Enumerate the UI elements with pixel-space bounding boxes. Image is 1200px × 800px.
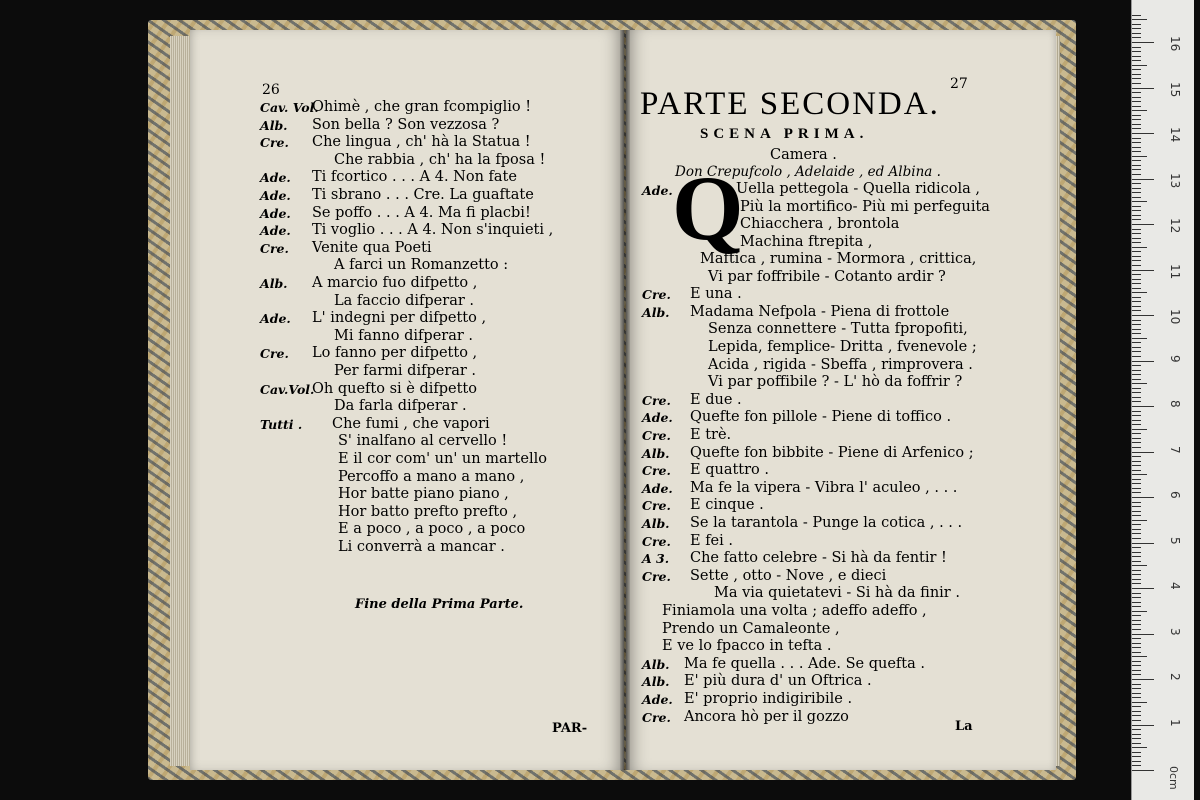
- ruler-tick: [1132, 424, 1141, 425]
- drop-cap-speaker: Ade.: [642, 183, 673, 198]
- verse-line: Oh quefto si è difpetto: [312, 380, 477, 397]
- ruler-tick: [1132, 110, 1147, 111]
- verse-line: E' proprio indigiribile .: [684, 691, 853, 707]
- speaker-label: Ade.: [642, 692, 673, 707]
- ruler-tick: [1132, 370, 1141, 371]
- ruler-tick: [1132, 502, 1141, 503]
- verse-line: E quattro .: [690, 462, 769, 479]
- ruler-tick: [1132, 60, 1141, 61]
- speaker-label: Cre.: [642, 498, 671, 514]
- ruler-tick: [1132, 365, 1141, 366]
- book-gutter: [620, 30, 630, 770]
- ruler-tick: [1132, 511, 1141, 512]
- ruler-tick: [1132, 433, 1141, 434]
- speaker-label: Alb.: [642, 304, 670, 320]
- verse-line: Vi par foffribile - Cotanto ardir ?: [708, 268, 946, 285]
- ruler-number: 8: [1168, 400, 1182, 408]
- ruler-tick: [1132, 19, 1147, 20]
- speaker-label: Cre.: [260, 346, 289, 362]
- ruler-tick: [1132, 329, 1141, 330]
- speaker-label: Cre.: [260, 135, 289, 151]
- ruler-tick: [1132, 115, 1141, 116]
- verse-line: Chiacchera , brontola: [740, 216, 900, 233]
- ruler-tick: [1132, 124, 1141, 125]
- verse-line: Ohimè , che gran fcompiglio !: [312, 99, 532, 115]
- ruler-tick: [1132, 620, 1141, 621]
- ruler-tick: [1132, 474, 1147, 475]
- ruler-tick: [1132, 456, 1141, 457]
- verse-line: Ma fe la vipera - Vibra l' aculeo , . . .: [690, 479, 958, 496]
- ruler-tick: [1132, 552, 1141, 553]
- scene-characters: Don Crepufcolo , Adelaide , ed Albina .: [675, 164, 941, 180]
- speaker-label: Alb.: [642, 516, 670, 531]
- ruler-tick: [1132, 151, 1141, 152]
- ruler-number: 13: [1168, 172, 1182, 188]
- ruler-tick: [1132, 452, 1154, 453]
- ruler-tick: [1132, 51, 1141, 52]
- ruler-tick: [1132, 556, 1141, 557]
- verse-line: Sette , otto - Nove , e dieci: [690, 567, 887, 584]
- ruler-tick: [1132, 715, 1141, 716]
- verse-line: La faccio difperar .: [334, 292, 474, 309]
- verse-line: Son bella ? Son vezzosa ?: [312, 116, 500, 133]
- ruler-tick: [1132, 725, 1154, 726]
- ruler-tick: [1132, 333, 1141, 334]
- ruler-tick: [1132, 688, 1141, 689]
- ruler-tick: [1132, 479, 1141, 480]
- ruler-tick: [1132, 470, 1141, 471]
- ruler-tick: [1132, 210, 1141, 211]
- speaker-label: Ade.: [642, 410, 673, 426]
- ruler-tick: [1132, 169, 1141, 170]
- ruler-number: 4: [1168, 582, 1182, 590]
- ruler-tick: [1132, 224, 1154, 225]
- verse-line: E' più dura d' un Oftrica .: [684, 673, 872, 690]
- ruler-tick: [1132, 634, 1154, 635]
- ruler-tick: [1132, 638, 1141, 639]
- ruler-tick: [1132, 160, 1141, 161]
- ruler-tick: [1132, 756, 1141, 757]
- ruler-tick: [1132, 652, 1141, 653]
- ruler-tick: [1132, 765, 1141, 766]
- verse-line: Lo fanno per difpetto ,: [312, 345, 478, 362]
- verse-line: Hor batto prefto prefto ,: [338, 503, 518, 520]
- ruler-tick: [1132, 33, 1141, 34]
- verse-line: E una .: [690, 286, 742, 303]
- ruler-tick: [1132, 88, 1154, 89]
- ruler-tick: [1132, 147, 1141, 148]
- verse-line: E ve lo fpacco in tefta .: [662, 638, 832, 655]
- ruler-tick: [1132, 611, 1147, 612]
- ruler-tick: [1132, 92, 1141, 93]
- verse-line: S' inalfano al cervello !: [338, 433, 508, 450]
- ruler-tick: [1132, 770, 1154, 771]
- ruler-tick: [1132, 538, 1141, 539]
- ruler-tick: [1132, 661, 1141, 662]
- measuring-ruler: [1131, 0, 1194, 800]
- ruler-tick: [1132, 583, 1141, 584]
- verse-line: L' indegni per difpetto ,: [312, 310, 487, 327]
- ruler-tick: [1132, 520, 1147, 521]
- drop-cap-letter: Q: [672, 157, 744, 259]
- speaker-label: Cav. Vol.: [260, 100, 319, 115]
- page-title: PARTE SECONDA.: [640, 86, 940, 122]
- ruler-number: 7: [1168, 445, 1182, 454]
- ruler-tick: [1132, 274, 1141, 275]
- verse-line: Hor batte piano piano ,: [338, 486, 509, 503]
- ruler-tick: [1132, 188, 1141, 189]
- verse-line: Li converrà a mancar .: [338, 539, 505, 555]
- verse-line: Che lingua , ch' hà la Statua !: [312, 134, 531, 151]
- ruler-tick: [1132, 529, 1141, 530]
- ruler-tick: [1132, 78, 1141, 79]
- ruler-tick: [1132, 247, 1147, 248]
- ruler-tick: [1132, 388, 1141, 389]
- ruler-tick: [1132, 338, 1147, 339]
- ruler-tick: [1132, 65, 1147, 66]
- speaker-label: Ade.: [260, 170, 291, 186]
- ruler-tick: [1132, 142, 1141, 143]
- ruler-tick: [1132, 24, 1141, 25]
- ruler-tick: [1132, 233, 1141, 234]
- ruler-tick: [1132, 488, 1141, 489]
- ruler-tick: [1132, 119, 1141, 120]
- ruler-tick: [1132, 561, 1141, 562]
- verse-line: Mi fanno difperar .: [334, 327, 473, 344]
- ruler-tick: [1132, 588, 1154, 589]
- ruler-number: 14: [1168, 127, 1182, 143]
- fine-della-prima-parte: Fine della Prima Parte.: [355, 597, 524, 612]
- ruler-tick: [1132, 643, 1141, 644]
- ruler-tick: [1132, 379, 1141, 380]
- ruler-number: 10: [1168, 309, 1182, 325]
- ruler-tick: [1132, 697, 1141, 698]
- ruler-tick: [1132, 411, 1141, 412]
- ruler-tick: [1132, 201, 1147, 202]
- verse-line: E due .: [690, 391, 742, 408]
- ruler-tick: [1132, 524, 1141, 525]
- verse-line: Senza connettere - Tutta fpropofiti,: [708, 321, 968, 338]
- ruler-tick: [1132, 270, 1154, 271]
- verse-line: E fei .: [690, 532, 733, 549]
- ruler-tick: [1132, 174, 1141, 175]
- speaker-label: Ade.: [642, 480, 673, 496]
- verse-line: Venite qua Poeti: [312, 239, 432, 256]
- scene-setting: Camera .: [770, 147, 837, 163]
- ruler-tick: [1132, 752, 1141, 753]
- verse-line: Se la tarantola - Punge la cotica , . . .: [690, 515, 963, 531]
- ruler-tick: [1132, 347, 1141, 348]
- left-catchword: PAR-: [552, 721, 588, 736]
- verse-line: Quefte fon bibbite - Piene di Arfenico ;: [690, 444, 974, 461]
- ruler-unit: 0cm: [1167, 766, 1180, 790]
- ruler-tick: [1132, 306, 1141, 307]
- ruler-tick: [1132, 242, 1141, 243]
- ruler-tick: [1132, 42, 1154, 43]
- right-page-number: 27: [950, 76, 968, 92]
- verse-line: Madama Nefpola - Piena di frottole: [690, 303, 950, 320]
- ruler-tick: [1132, 579, 1141, 580]
- ruler-tick: [1132, 401, 1141, 402]
- ruler-tick: [1132, 656, 1147, 657]
- ruler-tick: [1132, 570, 1141, 571]
- ruler-tick: [1132, 693, 1141, 694]
- left-page-number: 26: [262, 82, 280, 98]
- ruler-tick: [1132, 483, 1141, 484]
- ruler-tick: [1132, 283, 1141, 284]
- speaker-label: A 3.: [642, 551, 670, 567]
- ruler-tick: [1132, 83, 1141, 84]
- ruler-tick: [1132, 679, 1154, 680]
- ruler-tick: [1132, 324, 1141, 325]
- ruler-tick: [1132, 743, 1141, 744]
- ruler-tick: [1132, 297, 1141, 298]
- ruler-tick: [1132, 356, 1141, 357]
- verse-line: Se poffo . . . A 4. Ma fi placbi!: [312, 204, 531, 221]
- verse-line: Ti fcortico . . . A 4. Non fate: [312, 169, 517, 186]
- ruler-tick: [1132, 392, 1141, 393]
- ruler-number: 3: [1168, 627, 1182, 636]
- ruler-tick: [1132, 56, 1141, 57]
- ruler-number: 12: [1168, 218, 1182, 234]
- ruler-tick: [1132, 238, 1141, 239]
- speaker-label: Ade.: [260, 223, 291, 239]
- ruler-number: 5: [1168, 536, 1182, 545]
- ruler-tick: [1132, 74, 1141, 75]
- ruler-tick: [1132, 229, 1141, 230]
- ruler-tick: [1132, 383, 1147, 384]
- speaker-label: Cre.: [642, 428, 671, 443]
- verse-line: Maftica , rumina - Mormora , crittica,: [700, 251, 977, 267]
- verse-line: Ti sbrano . . . Cre. La guaftate: [312, 187, 534, 203]
- ruler-number: 16: [1168, 36, 1182, 52]
- speaker-label: Cre.: [642, 392, 671, 408]
- ruler-number: 2: [1168, 673, 1182, 681]
- ruler-tick: [1132, 315, 1154, 316]
- ruler-tick: [1132, 761, 1141, 762]
- ruler-tick: [1132, 101, 1141, 102]
- ruler-tick: [1132, 320, 1141, 321]
- verse-line: E cinque .: [690, 497, 764, 514]
- ruler-number: 6: [1168, 491, 1182, 499]
- ruler-tick: [1132, 593, 1141, 594]
- ruler-tick: [1132, 461, 1141, 462]
- verse-line: Ancora hò per il gozzo: [684, 708, 849, 725]
- ruler-tick: [1132, 615, 1141, 616]
- ruler-tick: [1132, 670, 1141, 671]
- ruler-tick: [1132, 738, 1141, 739]
- verse-line: E trè.: [690, 427, 732, 443]
- ruler-tick: [1132, 206, 1141, 207]
- ruler-tick: [1132, 647, 1141, 648]
- ruler-tick: [1132, 192, 1141, 193]
- ruler-tick: [1132, 702, 1147, 703]
- ruler-tick: [1132, 547, 1141, 548]
- speaker-label: Cre.: [642, 568, 671, 584]
- ruler-tick: [1132, 397, 1141, 398]
- ruler-tick: [1132, 565, 1147, 566]
- verse-line: Quefte fon pillole - Piene di toffico .: [690, 409, 952, 426]
- ruler-tick: [1132, 711, 1141, 712]
- verse-line: A farci un Romanzetto :: [334, 257, 509, 274]
- ruler-tick: [1132, 438, 1141, 439]
- verse-line: Machina ftrepita ,: [740, 233, 873, 250]
- speaker-label: Cre.: [642, 287, 671, 303]
- ruler-tick: [1132, 706, 1141, 707]
- ruler-tick: [1132, 515, 1141, 516]
- verse-line: Per farmi difperar .: [334, 363, 477, 379]
- verse-line: Prendo un Camaleonte ,: [662, 620, 840, 637]
- ruler-tick: [1132, 574, 1141, 575]
- speaker-label: Alb.: [642, 674, 670, 690]
- verse-line: E il cor com' un' un martello: [338, 451, 547, 467]
- verse-line: Finiamola una volta ; adeffo adeffo ,: [662, 603, 927, 619]
- ruler-tick: [1132, 361, 1154, 362]
- verse-line: Vi par poffibile ? - L' hò da foffrir ?: [708, 374, 963, 391]
- verse-line: Lepida, femplice- Dritta , fvenevole ;: [708, 339, 977, 355]
- scene-heading: SCENA PRIMA.: [700, 126, 869, 142]
- ruler-tick: [1132, 310, 1141, 311]
- ruler-tick: [1132, 292, 1147, 293]
- ruler-tick: [1132, 15, 1141, 16]
- ruler-tick: [1132, 497, 1154, 498]
- speaker-label: Cre.: [642, 533, 671, 549]
- ruler-tick: [1132, 684, 1141, 685]
- ruler-tick: [1132, 533, 1141, 534]
- ruler-tick: [1132, 219, 1141, 220]
- ruler-tick: [1132, 342, 1141, 343]
- page-edges-left: [170, 36, 192, 766]
- ruler-tick: [1132, 133, 1154, 134]
- ruler-tick: [1132, 447, 1141, 448]
- ruler-tick: [1132, 506, 1141, 507]
- ruler-tick: [1132, 256, 1141, 257]
- speaker-label: Cre.: [642, 463, 671, 479]
- ruler-tick: [1132, 179, 1154, 180]
- ruler-tick: [1132, 602, 1141, 603]
- verse-line: Uella pettegola - Quella ridicola ,: [736, 181, 981, 197]
- ruler-tick: [1132, 47, 1141, 48]
- ruler-tick: [1132, 492, 1141, 493]
- ruler-tick: [1132, 251, 1141, 252]
- ruler-tick: [1132, 165, 1141, 166]
- verse-line: Che fatto celebre - Si hà da fentir !: [690, 550, 947, 567]
- verse-line: Ma via quietatevi - Si hà da finir .: [714, 585, 960, 602]
- ruler-tick: [1132, 624, 1141, 625]
- ruler-number: 9: [1168, 354, 1182, 363]
- ruler-tick: [1132, 28, 1141, 29]
- ruler-tick: [1132, 128, 1141, 129]
- verse-line: Ma fe quella . . . Ade. Se quefta .: [684, 655, 925, 672]
- ruler-number: 1: [1168, 718, 1182, 727]
- speaker-label: Cre.: [260, 240, 289, 256]
- ruler-tick: [1132, 429, 1147, 430]
- ruler-tick: [1132, 183, 1141, 184]
- speaker-label: Cre.: [642, 709, 671, 725]
- ruler-tick: [1132, 415, 1141, 416]
- ruler-tick: [1132, 720, 1141, 721]
- verse-line: Percoffo a mano a mano ,: [338, 468, 525, 485]
- ruler-tick: [1132, 260, 1141, 261]
- ruler-tick: [1132, 729, 1141, 730]
- ruler-number: 11: [1168, 263, 1182, 279]
- ruler-tick: [1132, 747, 1147, 748]
- ruler-tick: [1132, 629, 1141, 630]
- verse-line: E a poco , a poco , a poco: [338, 521, 526, 538]
- speaker-label: Alb.: [642, 656, 670, 672]
- ruler-tick: [1132, 279, 1141, 280]
- speaker-label: Alb.: [260, 117, 288, 133]
- ruler-tick: [1132, 197, 1141, 198]
- ruler-tick: [1132, 465, 1141, 466]
- ruler-tick: [1132, 442, 1141, 443]
- verse-line: Che rabbia , ch' ha la fposa !: [334, 151, 546, 168]
- ruler-tick: [1132, 665, 1141, 666]
- ruler-tick: [1132, 674, 1141, 675]
- ruler-number: 15: [1168, 81, 1182, 97]
- ruler-tick: [1132, 106, 1141, 107]
- verse-line: Ti voglio . . . A 4. Non s'inquieti ,: [312, 222, 554, 239]
- speaker-label: Ade.: [260, 188, 291, 203]
- speaker-label: Ade.: [260, 311, 291, 327]
- ruler-tick: [1132, 734, 1141, 735]
- ruler-tick: [1132, 420, 1141, 421]
- ruler-tick: [1132, 138, 1141, 139]
- speaker-label: Cav.Vol.: [260, 381, 315, 397]
- ruler-tick: [1132, 374, 1141, 375]
- ruler-tick: [1132, 97, 1141, 98]
- verse-line: Più la mortifico- Più mi perfeguita: [740, 198, 990, 215]
- verse-line: A marcio fuo difpetto ,: [312, 275, 478, 291]
- right-catchword: La: [955, 719, 973, 734]
- ruler-tick: [1132, 37, 1141, 38]
- verse-line: Da farla difperar .: [334, 398, 467, 415]
- ruler-tick: [1132, 597, 1141, 598]
- ruler-tick: [1132, 351, 1141, 352]
- speaker-label: Alb.: [642, 445, 670, 461]
- ruler-tick: [1132, 288, 1141, 289]
- speaker-label: Tutti .: [260, 416, 303, 432]
- speaker-label: Ade.: [260, 205, 291, 221]
- ruler-tick: [1132, 69, 1141, 70]
- ruler-tick: [1132, 606, 1141, 607]
- verse-line: Acida , rigida - Sbeffa , rimprovera .: [708, 356, 973, 373]
- ruler-tick: [1132, 543, 1154, 544]
- ruler-tick: [1132, 301, 1141, 302]
- speaker-label: Alb.: [260, 276, 288, 291]
- ruler-tick: [1132, 156, 1147, 157]
- ruler-tick: [1132, 406, 1154, 407]
- ruler-tick: [1132, 215, 1141, 216]
- ruler-tick: [1132, 265, 1141, 266]
- verse-line: Che fumi , che vapori: [332, 415, 490, 432]
